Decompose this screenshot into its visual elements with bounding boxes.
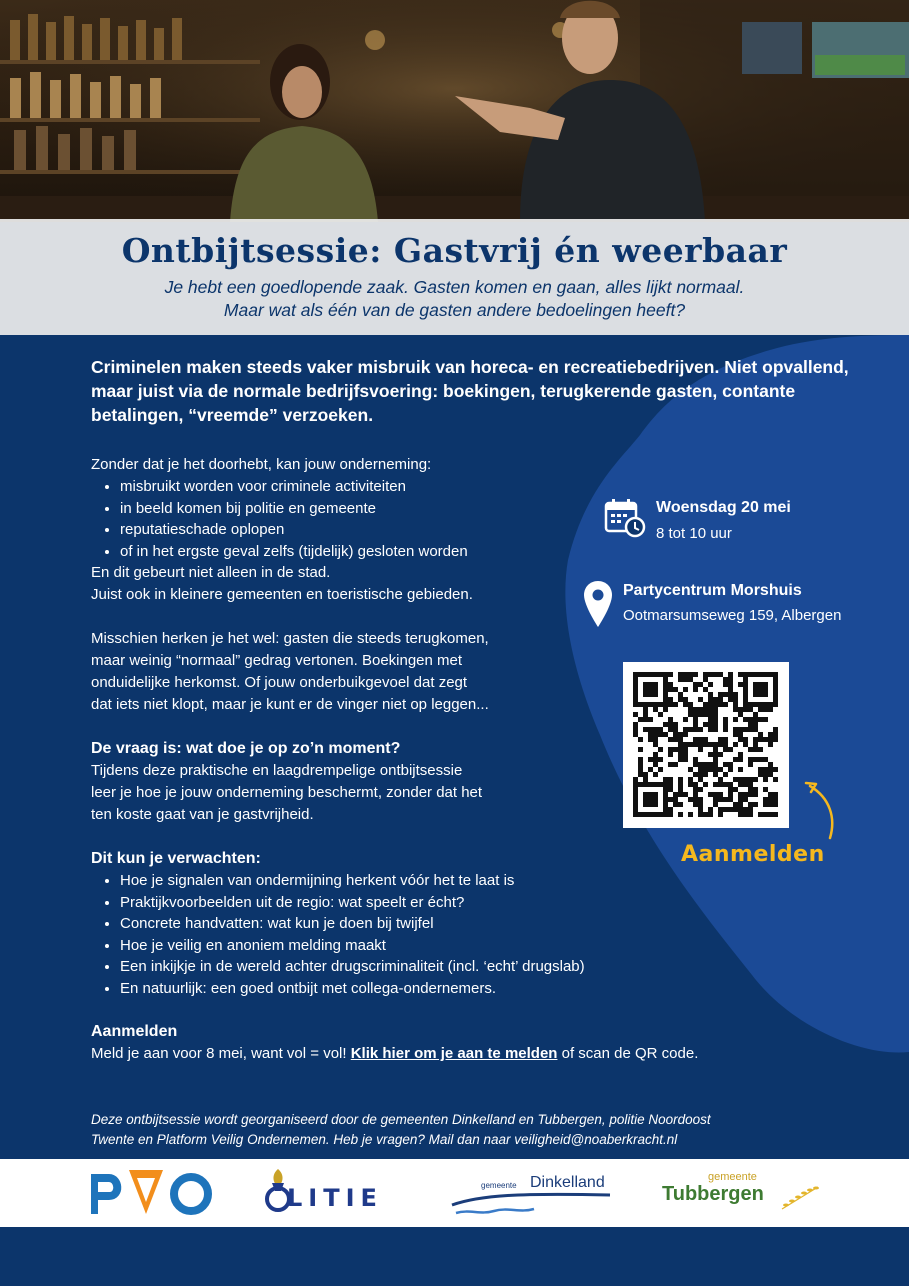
- tubbergen-logo: [662, 1169, 832, 1219]
- dinkelland-gemeente: gemeente: [481, 1181, 517, 1190]
- politie-wordmark: LITIE: [287, 1184, 383, 1212]
- event-date-block: [604, 497, 791, 546]
- recognize-line-3: onduidelijke herkomst. Of jouw onderbuikgevoel dat zegt: [91, 674, 468, 691]
- risks-after-1: En dit gebeurt niet alleen in de stad.: [91, 564, 331, 581]
- pvo-logo: [91, 1164, 216, 1220]
- event-date: Woensdag 20 mei: [656, 499, 791, 516]
- question-line-2: leer je hoe je jouw onderneming beschermt, zonder dat het: [91, 784, 483, 801]
- curved-arrow-icon: [800, 778, 840, 840]
- bar-scene-illustration: [0, 0, 909, 222]
- subtitle-line-1: Je hebt een goedlopende zaak. Gasten komen en gaan, alles lijkt normaal.: [164, 277, 745, 297]
- dinkelland-name: Dinkelland: [530, 1174, 605, 1191]
- list-item: • reputatieschade oplopen: [120, 519, 851, 541]
- event-time: 8 tot 10 uur: [656, 525, 732, 542]
- organizer-note: [91, 1110, 851, 1150]
- list-item: • Praktijkvoorbeelden uit de regio: wat speelt er écht?: [120, 892, 851, 914]
- intro-text: Criminelen maken steeds vaker misbruik van horeca- en recreatiebedrijven. Niet opvallend, maar juist via de normale bedrijfsvoering: boekingen, terugkerende gasten, contante betalingen, “vreemde” verzoeken.: [91, 357, 849, 425]
- register-post: of scan de QR code.: [557, 1045, 699, 1062]
- hero-photo: [0, 0, 909, 222]
- list-item: • Hoe je veilig en anoniem melding maakt: [120, 935, 851, 957]
- event-location-block: [583, 580, 842, 633]
- question-heading: De vraag is: wat doe je op zo’n moment?: [91, 740, 401, 757]
- event-address: Ootmarsumseweg 159, Albergen: [623, 607, 842, 624]
- risks-list: [91, 476, 851, 562]
- qr-code[interactable]: [623, 662, 789, 828]
- list-item: • Hoe je signalen van ondermijning herkent vóór het te laat is: [120, 870, 851, 892]
- register-heading: Aanmelden: [91, 1023, 178, 1040]
- register-pre: Meld je aan voor 8 mei, want vol = vol!: [91, 1045, 351, 1062]
- list-item: • of in het ergste geval zelfs (tijdelijk) gesloten worden: [120, 541, 851, 563]
- wheat-icon: [778, 1183, 828, 1213]
- qr-code-image: [623, 662, 789, 828]
- list-item: • En natuurlijk: een goed ontbijt met collega-ondernemers.: [120, 978, 851, 1000]
- register-text: [91, 1043, 851, 1065]
- question-line-3: ten koste gaat van je gastvrijheid.: [91, 806, 314, 823]
- list-item: • in beeld komen bij politie en gemeente: [120, 498, 851, 520]
- expect-list: [91, 870, 851, 999]
- title-band: [0, 219, 909, 335]
- risks-lead: Zonder dat je het doorhebt, kan jouw onderneming:: [91, 456, 432, 473]
- recognize-line-4: dat iets niet klopt, maar je kunt er de vinger niet op leggen...: [91, 696, 489, 713]
- page-title: Ontbijtsessie: Gastvrij én weerbaar: [121, 231, 788, 270]
- tubbergen-gemeente: gemeente: [708, 1171, 757, 1183]
- calendar-clock-icon: [604, 497, 648, 541]
- list-item: • Een inkijkje in de wereld achter drugscriminaliteit (incl. ‘echt’ drugslab): [120, 956, 851, 978]
- risks-after-2: Juist ook in kleinere gemeenten en toeristische gebieden.: [91, 586, 473, 603]
- organizer-note-line-2: Twente en Platform Veilig Ondernemen. Heb je vragen? Mail dan naar veiligheid@noaberkracht.nl: [91, 1132, 678, 1147]
- logo-strip: [0, 1159, 909, 1227]
- question-line-1: Tijdens deze praktische en laagdrempelige ontbijtsessie: [91, 762, 463, 779]
- register-link[interactable]: Klik hier om je aan te melden: [350, 1045, 558, 1062]
- expect-heading: Dit kun je verwachten:: [91, 850, 261, 867]
- event-venue: Partycentrum Morshuis: [623, 582, 802, 599]
- recognize-line-2: maar weinig “normaal” gedrag vertonen. Boekingen met: [91, 652, 463, 669]
- subtitle-line-2: Maar wat als één van de gasten andere bedoelingen heeft?: [223, 300, 686, 320]
- tubbergen-name: Tubbergen: [662, 1183, 764, 1205]
- list-item: • misbruikt worden voor criminele activiteiten: [120, 476, 851, 498]
- list-item: • Concrete handvatten: wat kun je doen bij twijfel: [120, 913, 851, 935]
- recognize-line-1: Misschien herken je het wel: gasten die steeds terugkomen,: [91, 630, 489, 647]
- subtitle: [0, 276, 909, 322]
- map-pin-icon: [583, 580, 613, 628]
- qr-register-label: Aanmelden: [681, 842, 825, 867]
- organizer-note-line-1: Deze ontbijtsessie wordt georganiseerd door de gemeenten Dinkelland en Tubbergen, politie Noordoost: [91, 1112, 711, 1127]
- dinkelland-logo: [450, 1171, 620, 1221]
